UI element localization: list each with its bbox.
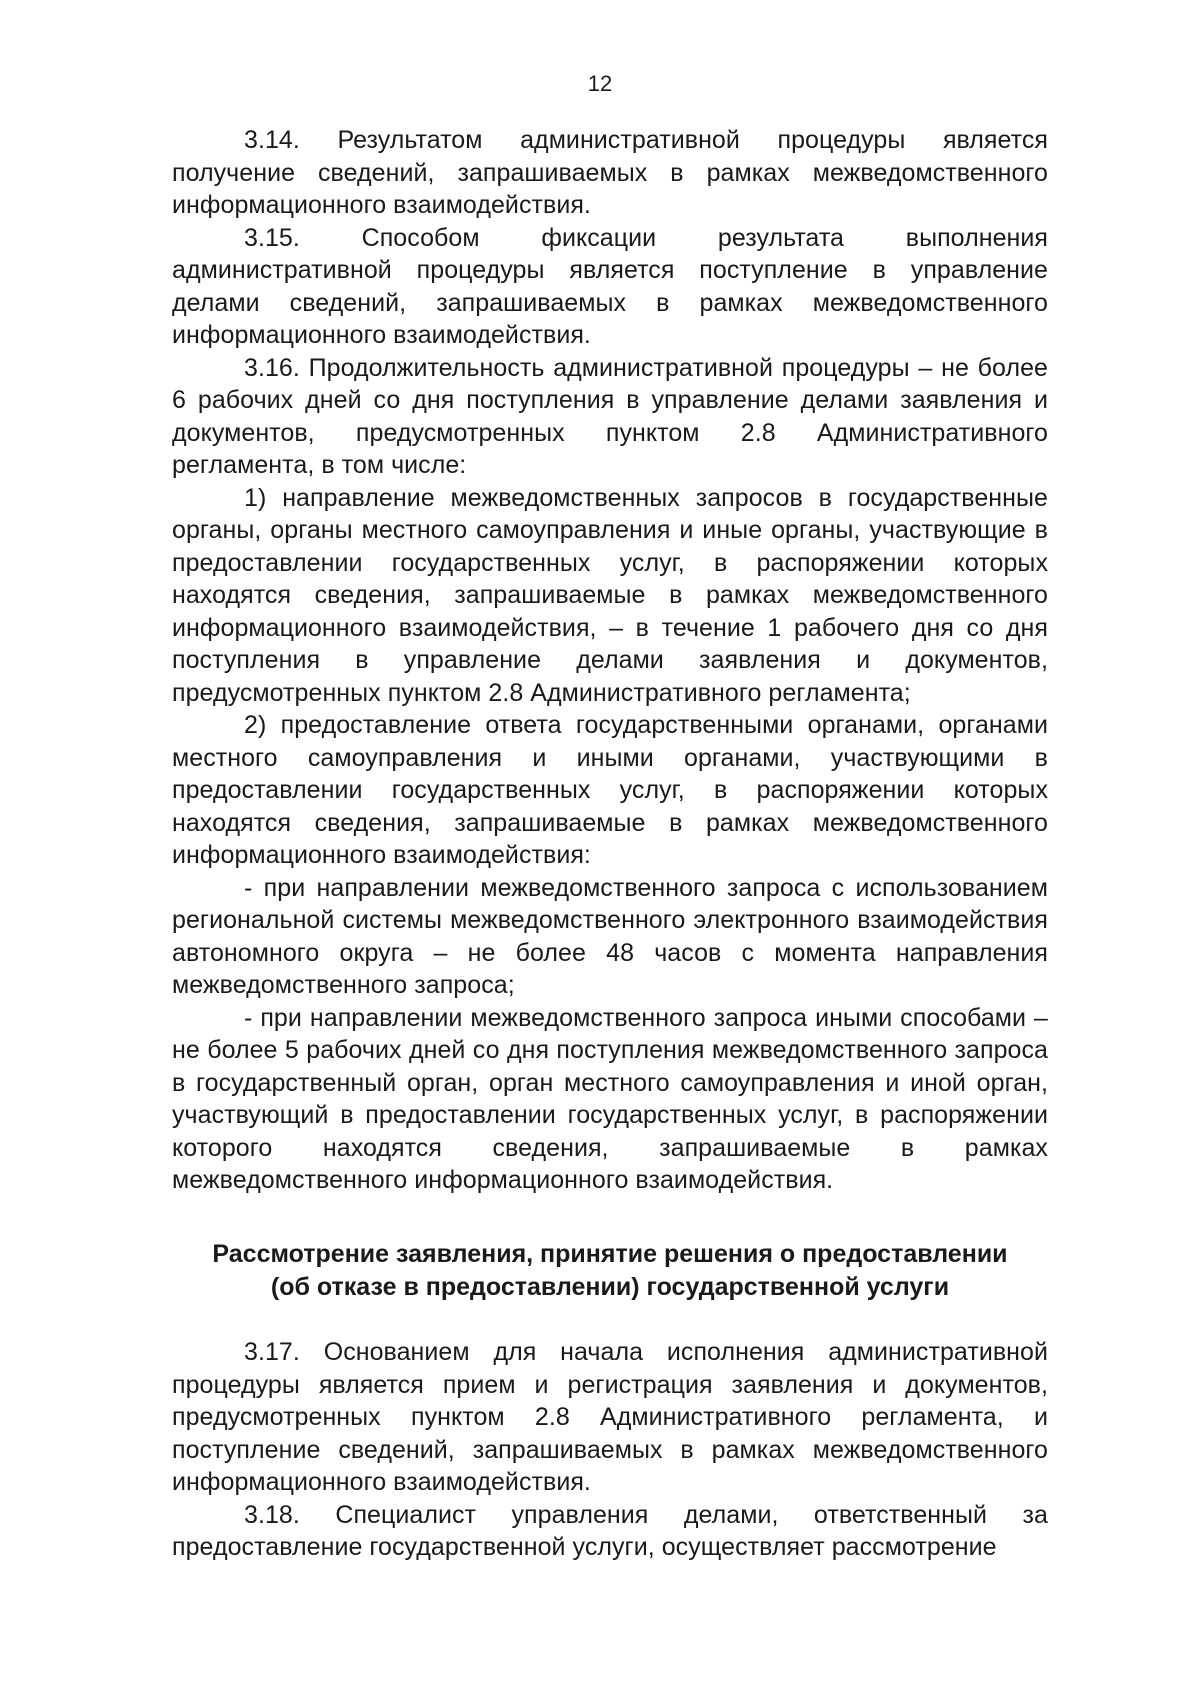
section-heading-line-1: Рассмотрение заявления, принятие решения о предоставлении [212,1240,1008,1268]
paragraph-bullet-1: - при направлении межведомственного запроса с использованием региональной системы межведомственного электронного взаимодействия автономного округа – не более 48 часов с момента направления межведомственного запроса; [172,873,1048,999]
paragraph-3-17: 3.17. Основанием для начала исполнения административной процедуры является прием и регистрация заявления и документов, предусмотренных пунктом 2.8 Административного регламента, и поступление сведений, запрашиваемых в рамках межведомственного информационного взаимодействия. [172,1338,1048,1496]
paragraph-3-18: 3.18. Специалист управления делами, ответственный за предоставление государственной услуги, осуществляет рассмотрение [172,1500,1048,1561]
section-heading-line-2: (об отказе в предоставлении) государственной услуги [270,1273,950,1301]
page-number: 12 [587,71,613,96]
body-text-top [172,124,1048,1197]
paragraph-3-14: 3.14. Результатом административной процедуры является получение сведений, запрашиваемых в рамках межведомственного информационного взаимодействия. [172,126,1048,219]
paragraph-item-1: 1) направление межведомственных запросов в государственные органы, органы местного самоуправления и иные органы, участвующие в предоставлении государственных услуг, в распоряжении которых находятся сведения, запрашиваемые в рамках межведомственного информационного взаимодействия, – в течение 1 рабочего дня со дня поступления в управление делами заявления и документов, предусмотренных пунктом 2.8 Административного регламента; [172,483,1048,707]
section-heading [172,1238,1048,1304]
paragraph-bullet-2: - при направлении межведомственного запроса иными способами – не более 5 рабочих дней со дня поступления межведомственного запроса в государственный орган, орган местного самоуправления и иной орган, участвующий в предоставлении государственных услуг, в распоряжении которого находятся сведения, запрашиваемые в рамках межведомственного информационного взаимодействия. [172,1003,1048,1194]
paragraph-3-15: 3.15. Способом фиксации результата выполнения административной процедуры является поступление в управление делами сведений, запрашиваемых в рамках межведомственного информационного взаимодействия. [172,223,1048,349]
paragraph-item-2: 2) предоставление ответа государственными органами, органами местного самоуправления и иными органами, участвующими в предоставлении государственных услуг, в распоряжении которых находятся сведения, запрашиваемые в рамках межведомственного информационного взаимодействия: [172,711,1048,869]
body-text-bottom [172,1336,1048,1564]
paragraph-3-16: 3.16. Продолжительность административной процедуры – не более 6 рабочих дней со дня поступления в управление делами заявления и документов, предусмотренных пунктом 2.8 Административного регламента, в том числе: [172,353,1048,479]
